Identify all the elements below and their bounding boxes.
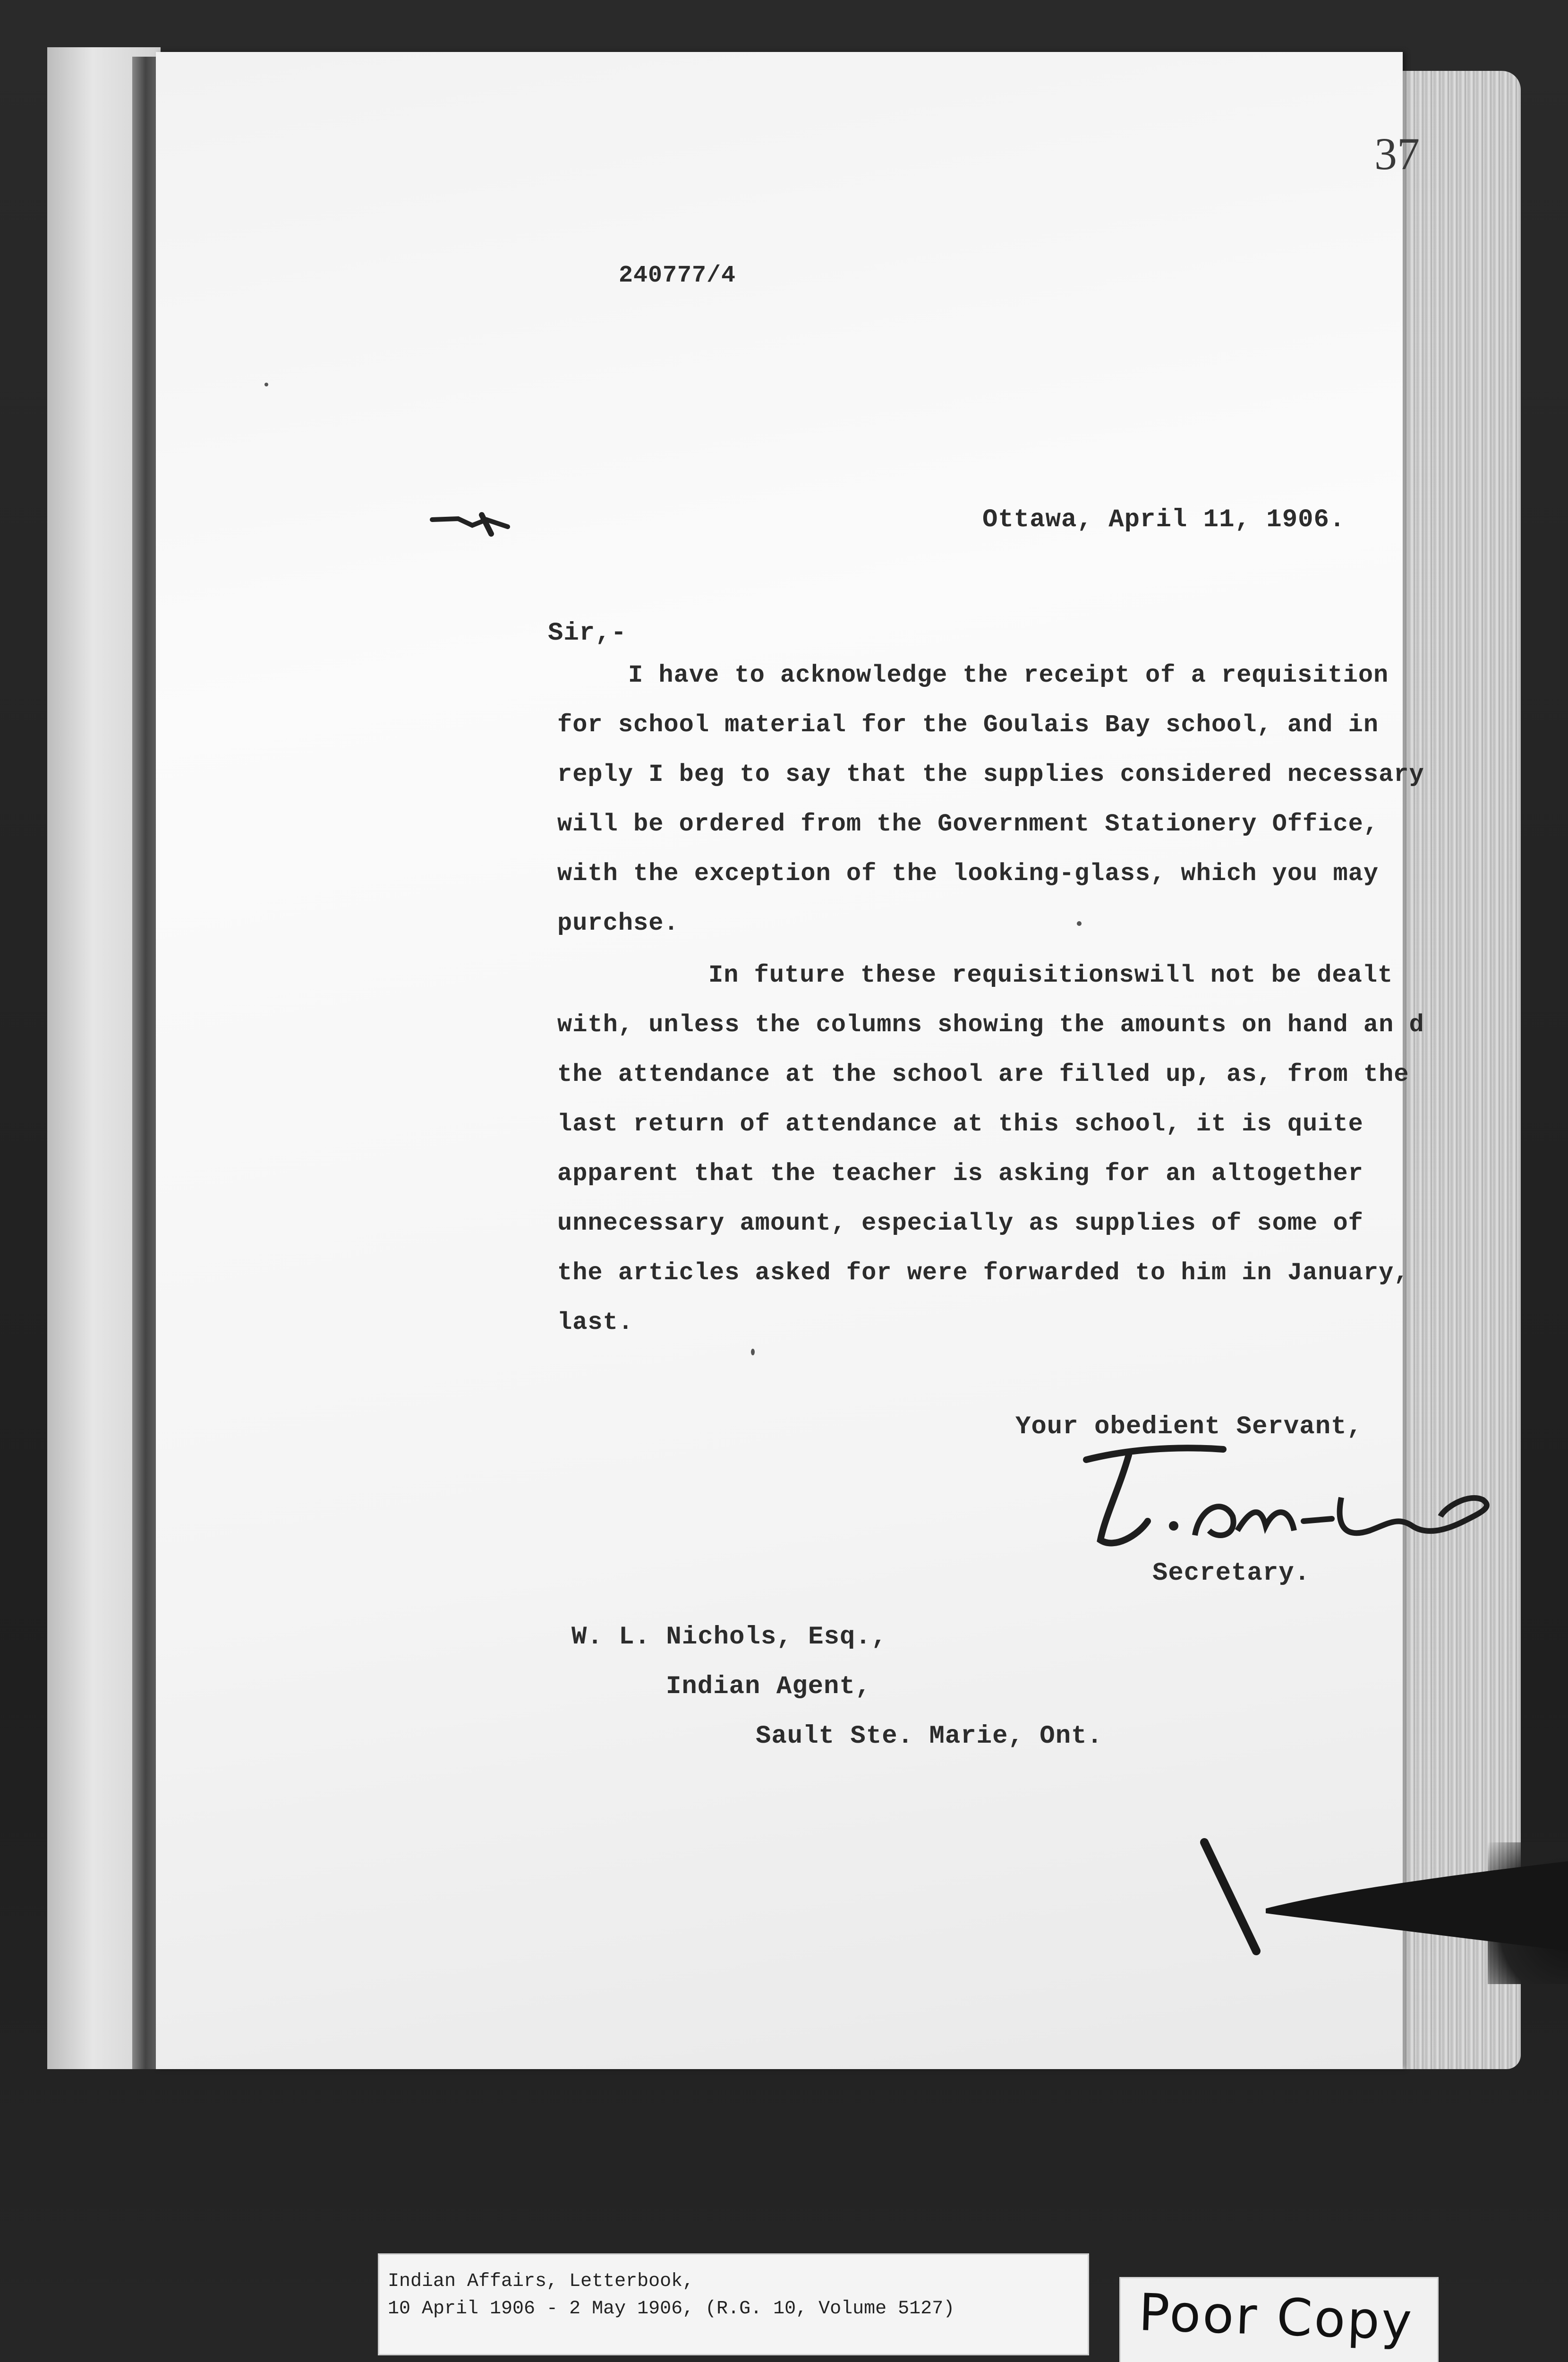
body-line: In future these requisitionswill not be dealt — [708, 961, 1393, 989]
body-line: apparent that the teacher is asking for an altogether — [557, 1160, 1363, 1188]
signatory-title: Secretary. — [1152, 1559, 1311, 1588]
label-line: Indian Affairs, Letterbook, — [388, 2271, 694, 2292]
body-line: with, unless the columns showing the amounts on hand an d — [557, 1011, 1424, 1039]
pencil-slash-mark — [1195, 1838, 1270, 1960]
dateline: Ottawa, April 11, 1906. — [982, 505, 1346, 534]
quality-note-card — [1119, 2277, 1439, 2362]
body-line: with the exception of the looking-glass, which you may — [557, 860, 1379, 888]
body-line: the articles asked for were forwarded to him in January, — [557, 1259, 1409, 1287]
body-line: I have to acknowledge the receipt of a requisition — [628, 661, 1389, 689]
body-line: purchse. — [557, 909, 679, 937]
paper-speck — [1077, 921, 1082, 926]
body-line: the attendance at the school are filled up, as, from the — [557, 1061, 1409, 1088]
addressee-title: Indian Agent, — [666, 1672, 871, 1701]
body-line: reply I beg to say that the supplies considered necessary — [557, 761, 1424, 788]
paper-speck — [264, 383, 268, 386]
pointer-shadow — [1266, 1842, 1568, 1951]
archive-reference-label — [378, 2253, 1089, 2355]
body-line: last return of attendance at this school, it is quite — [557, 1110, 1363, 1138]
closing: Your obedient Servant, — [1015, 1412, 1363, 1441]
page-number: 37 — [1374, 128, 1420, 179]
book-page-edges — [1398, 71, 1521, 2069]
label-line: 10 April 1906 - 2 May 1906, (R.G. 10, Volume 5127) — [388, 2298, 955, 2319]
letter-page — [156, 52, 1424, 2069]
handwritten-signature — [1067, 1441, 1507, 1564]
paper-speck — [751, 1349, 755, 1355]
file-reference: 240777/4 — [619, 262, 736, 289]
addressee-name: W. L. Nichols, Esq., — [571, 1623, 887, 1652]
addressee-location: Sault Ste. Marie, Ont. — [756, 1722, 1103, 1751]
quality-note: Poor Copy — [1137, 2283, 1415, 2352]
body-line: will be ordered from the Government Stationery Office, — [557, 810, 1379, 838]
body-line: unnecessary amount, especially as supplies of some of — [557, 1209, 1363, 1237]
pen-mark-icon — [430, 505, 510, 539]
body-line: last. — [557, 1309, 634, 1336]
salutation: Sir,- — [548, 619, 627, 648]
body-line: for school material for the Goulais Bay school, and in — [557, 711, 1379, 739]
